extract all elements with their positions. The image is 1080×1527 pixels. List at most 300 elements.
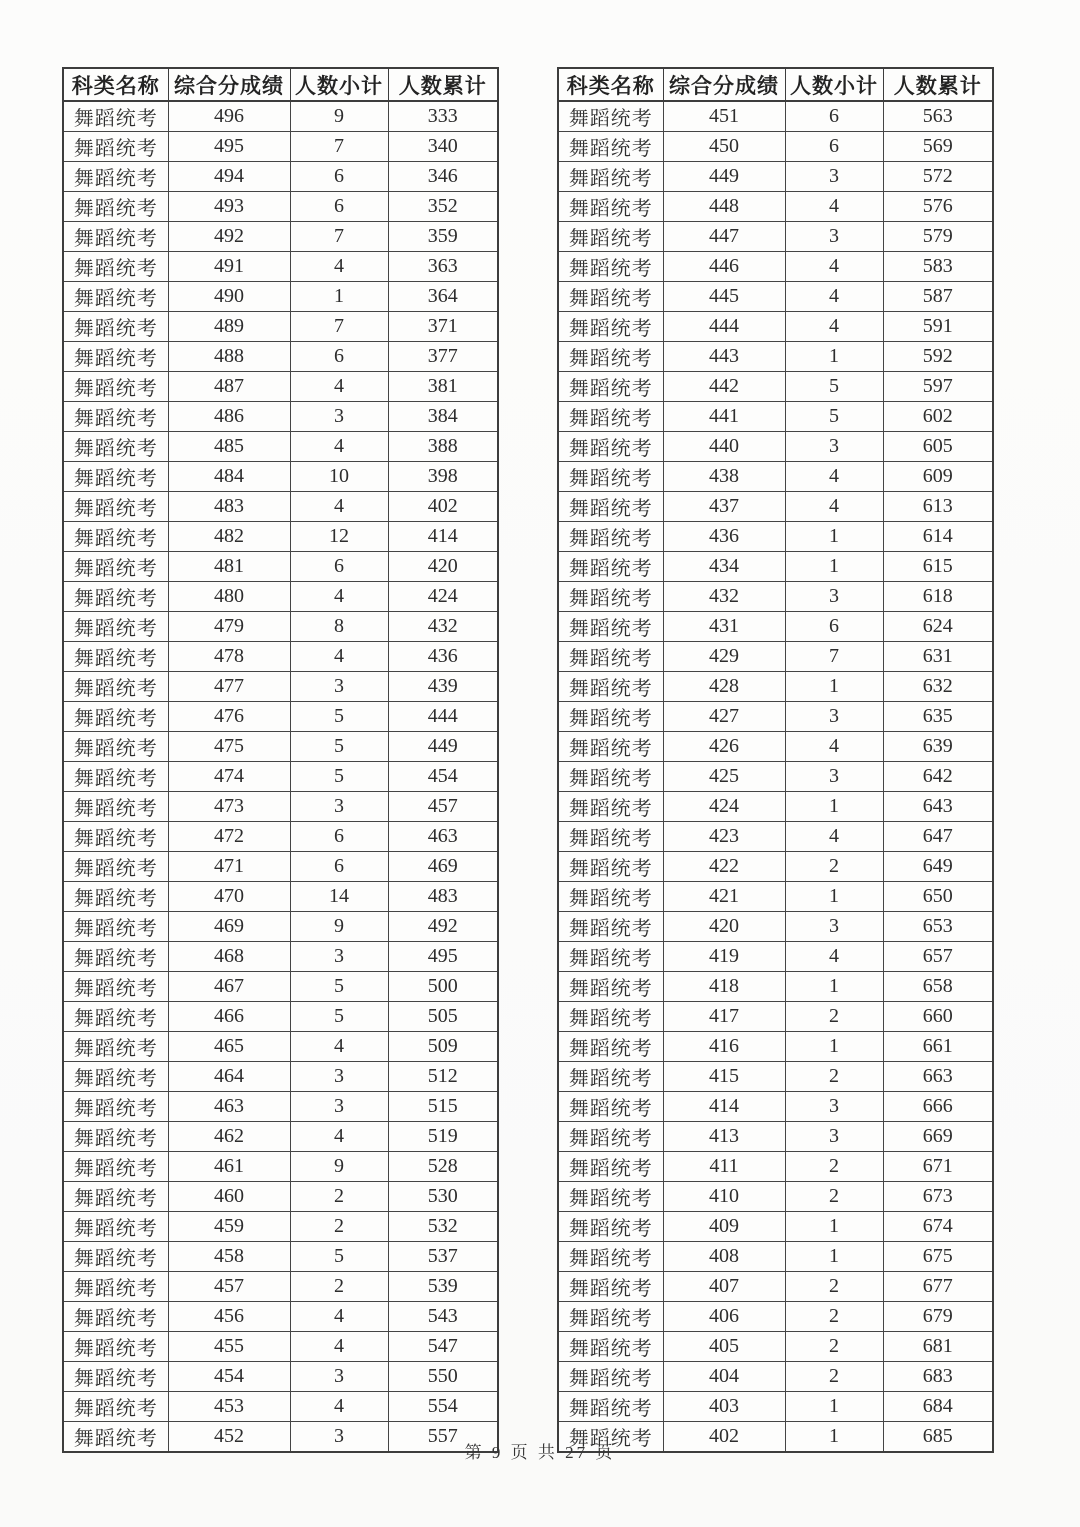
table-row (558, 252, 993, 282)
score-cell: 421 (663, 882, 785, 912)
cumulative-cell: 539 (388, 1272, 498, 1302)
subtotal-cell: 1 (785, 342, 883, 372)
category-cell: 舞蹈统考 (63, 732, 168, 762)
table-row (558, 552, 993, 582)
category-cell: 舞蹈统考 (63, 972, 168, 1002)
category-cell: 舞蹈统考 (558, 672, 663, 702)
score-cell: 408 (663, 1242, 785, 1272)
cumulative-cell: 602 (883, 402, 993, 432)
score-cell: 489 (168, 312, 290, 342)
score-cell: 452 (168, 1422, 290, 1453)
score-cell: 450 (663, 132, 785, 162)
table-row (63, 162, 498, 192)
score-cell: 485 (168, 432, 290, 462)
score-cell: 466 (168, 1002, 290, 1032)
score-table-right-container (557, 67, 992, 1453)
subtotal-cell: 3 (290, 1422, 388, 1453)
score-cell: 436 (663, 522, 785, 552)
table-row (558, 1212, 993, 1242)
subtotal-cell: 2 (785, 1182, 883, 1212)
table-row (63, 462, 498, 492)
subtotal-cell: 8 (290, 612, 388, 642)
category-cell: 舞蹈统考 (63, 1272, 168, 1302)
cumulative-cell: 557 (388, 1422, 498, 1453)
column-header-cumulative: 人数累计 (388, 68, 498, 101)
category-cell: 舞蹈统考 (558, 612, 663, 642)
cumulative-cell: 371 (388, 312, 498, 342)
subtotal-cell: 6 (290, 852, 388, 882)
table-row (63, 1272, 498, 1302)
table-row (63, 1062, 498, 1092)
category-cell: 舞蹈统考 (558, 282, 663, 312)
subtotal-cell: 4 (290, 1122, 388, 1152)
category-cell: 舞蹈统考 (63, 762, 168, 792)
subtotal-cell: 9 (290, 101, 388, 132)
table-row (558, 192, 993, 222)
score-cell: 443 (663, 342, 785, 372)
score-cell: 413 (663, 1122, 785, 1152)
category-cell: 舞蹈统考 (63, 1392, 168, 1422)
cumulative-cell: 543 (388, 1302, 498, 1332)
table-row (63, 132, 498, 162)
cumulative-cell: 673 (883, 1182, 993, 1212)
category-cell: 舞蹈统考 (558, 222, 663, 252)
cumulative-cell: 449 (388, 732, 498, 762)
score-cell: 434 (663, 552, 785, 582)
table-row (63, 552, 498, 582)
score-cell: 464 (168, 1062, 290, 1092)
score-cell: 462 (168, 1122, 290, 1152)
table-row (63, 192, 498, 222)
subtotal-cell: 3 (290, 402, 388, 432)
category-cell: 舞蹈统考 (63, 822, 168, 852)
subtotal-cell: 1 (785, 1422, 883, 1453)
table-row (63, 912, 498, 942)
column-header-score: 综合分成绩 (663, 68, 785, 101)
cumulative-cell: 684 (883, 1392, 993, 1422)
score-cell: 414 (663, 1092, 785, 1122)
table-row (63, 1002, 498, 1032)
category-cell: 舞蹈统考 (63, 252, 168, 282)
table-row (63, 672, 498, 702)
cumulative-cell: 505 (388, 1002, 498, 1032)
category-cell: 舞蹈统考 (558, 1182, 663, 1212)
score-cell: 449 (663, 162, 785, 192)
category-cell: 舞蹈统考 (63, 192, 168, 222)
cumulative-cell: 660 (883, 1002, 993, 1032)
cumulative-cell: 483 (388, 882, 498, 912)
cumulative-cell: 650 (883, 882, 993, 912)
score-cell: 460 (168, 1182, 290, 1212)
score-cell: 461 (168, 1152, 290, 1182)
category-cell: 舞蹈统考 (558, 132, 663, 162)
table-row (558, 942, 993, 972)
table-row (63, 1302, 498, 1332)
subtotal-cell: 4 (290, 582, 388, 612)
score-cell: 420 (663, 912, 785, 942)
category-cell: 舞蹈统考 (63, 132, 168, 162)
cumulative-cell: 681 (883, 1332, 993, 1362)
table-row (558, 462, 993, 492)
subtotal-cell: 7 (290, 222, 388, 252)
score-cell: 424 (663, 792, 785, 822)
category-cell: 舞蹈统考 (63, 522, 168, 552)
category-cell: 舞蹈统考 (558, 522, 663, 552)
cumulative-cell: 666 (883, 1092, 993, 1122)
cumulative-cell: 333 (388, 101, 498, 132)
cumulative-cell: 563 (883, 101, 993, 132)
score-cell: 480 (168, 582, 290, 612)
subtotal-cell: 2 (785, 852, 883, 882)
score-cell: 457 (168, 1272, 290, 1302)
table-row (558, 792, 993, 822)
table-row (558, 582, 993, 612)
cumulative-cell: 469 (388, 852, 498, 882)
score-cell: 490 (168, 282, 290, 312)
cumulative-cell: 583 (883, 252, 993, 282)
category-cell: 舞蹈统考 (558, 882, 663, 912)
cumulative-cell: 509 (388, 1032, 498, 1062)
category-cell: 舞蹈统考 (558, 1362, 663, 1392)
table-row (558, 822, 993, 852)
subtotal-cell: 2 (290, 1272, 388, 1302)
subtotal-cell: 7 (290, 132, 388, 162)
table-row (63, 942, 498, 972)
score-cell: 469 (168, 912, 290, 942)
category-cell: 舞蹈统考 (63, 642, 168, 672)
cumulative-cell: 492 (388, 912, 498, 942)
score-cell: 483 (168, 492, 290, 522)
cumulative-cell: 671 (883, 1152, 993, 1182)
cumulative-cell: 381 (388, 372, 498, 402)
score-cell: 481 (168, 552, 290, 582)
score-cell: 488 (168, 342, 290, 372)
table-row (558, 312, 993, 342)
score-cell: 493 (168, 192, 290, 222)
table-row (63, 642, 498, 672)
score-cell: 403 (663, 1392, 785, 1422)
table-row (558, 492, 993, 522)
cumulative-cell: 647 (883, 822, 993, 852)
table-row (558, 732, 993, 762)
category-cell: 舞蹈统考 (558, 1002, 663, 1032)
subtotal-cell: 4 (785, 492, 883, 522)
column-header-subtotal: 人数小计 (290, 68, 388, 101)
category-cell: 舞蹈统考 (558, 702, 663, 732)
subtotal-cell: 4 (290, 1302, 388, 1332)
category-cell: 舞蹈统考 (558, 1212, 663, 1242)
subtotal-cell: 3 (290, 1362, 388, 1392)
cumulative-cell: 500 (388, 972, 498, 1002)
category-cell: 舞蹈统考 (558, 1422, 663, 1453)
category-cell: 舞蹈统考 (558, 762, 663, 792)
cumulative-cell: 614 (883, 522, 993, 552)
cumulative-cell: 457 (388, 792, 498, 822)
cumulative-cell: 597 (883, 372, 993, 402)
category-cell: 舞蹈统考 (63, 1062, 168, 1092)
category-cell: 舞蹈统考 (558, 372, 663, 402)
table-row (558, 1272, 993, 1302)
cumulative-cell: 649 (883, 852, 993, 882)
table-row (558, 1242, 993, 1272)
score-cell: 459 (168, 1212, 290, 1242)
cumulative-cell: 632 (883, 672, 993, 702)
score-cell: 422 (663, 852, 785, 882)
category-cell: 舞蹈统考 (63, 792, 168, 822)
subtotal-cell: 1 (785, 792, 883, 822)
subtotal-cell: 3 (290, 1092, 388, 1122)
score-cell: 463 (168, 1092, 290, 1122)
category-cell: 舞蹈统考 (558, 192, 663, 222)
cumulative-cell: 609 (883, 462, 993, 492)
score-cell: 416 (663, 1032, 785, 1062)
subtotal-cell: 3 (785, 582, 883, 612)
cumulative-cell: 605 (883, 432, 993, 462)
table-row (558, 1032, 993, 1062)
subtotal-cell: 2 (785, 1152, 883, 1182)
score-cell: 475 (168, 732, 290, 762)
score-cell: 454 (168, 1362, 290, 1392)
subtotal-cell: 3 (290, 942, 388, 972)
table-row (63, 372, 498, 402)
table-row (558, 972, 993, 1002)
category-cell: 舞蹈统考 (558, 1242, 663, 1272)
table-row (63, 1362, 498, 1392)
cumulative-cell: 340 (388, 132, 498, 162)
subtotal-cell: 4 (785, 732, 883, 762)
subtotal-cell: 6 (290, 342, 388, 372)
category-cell: 舞蹈统考 (558, 492, 663, 522)
category-cell: 舞蹈统考 (63, 912, 168, 942)
category-cell: 舞蹈统考 (558, 1122, 663, 1152)
table-row (558, 912, 993, 942)
score-cell: 444 (663, 312, 785, 342)
page-indicator: 第 9 页 共 27 页 (464, 1443, 616, 1462)
table-row (63, 312, 498, 342)
score-cell: 417 (663, 1002, 785, 1032)
subtotal-cell: 12 (290, 522, 388, 552)
category-cell: 舞蹈统考 (558, 852, 663, 882)
category-cell: 舞蹈统考 (558, 432, 663, 462)
cumulative-cell: 643 (883, 792, 993, 822)
cumulative-cell: 592 (883, 342, 993, 372)
score-cell: 427 (663, 702, 785, 732)
column-header-cumulative: 人数累计 (883, 68, 993, 101)
subtotal-cell: 3 (785, 702, 883, 732)
subtotal-cell: 3 (785, 912, 883, 942)
score-cell: 428 (663, 672, 785, 702)
category-cell: 舞蹈统考 (63, 402, 168, 432)
category-cell: 舞蹈统考 (63, 1242, 168, 1272)
score-cell: 479 (168, 612, 290, 642)
score-cell: 486 (168, 402, 290, 432)
category-cell: 舞蹈统考 (63, 1362, 168, 1392)
score-cell: 415 (663, 1062, 785, 1092)
cumulative-cell: 554 (388, 1392, 498, 1422)
cumulative-cell: 615 (883, 552, 993, 582)
category-cell: 舞蹈统考 (558, 582, 663, 612)
table-row (63, 822, 498, 852)
subtotal-cell: 5 (290, 972, 388, 1002)
cumulative-cell: 669 (883, 1122, 993, 1152)
subtotal-cell: 9 (290, 1152, 388, 1182)
score-cell: 477 (168, 672, 290, 702)
column-header-category: 科类名称 (63, 68, 168, 101)
cumulative-cell: 550 (388, 1362, 498, 1392)
category-cell: 舞蹈统考 (558, 1062, 663, 1092)
subtotal-cell: 2 (290, 1212, 388, 1242)
subtotal-cell: 2 (785, 1002, 883, 1032)
subtotal-cell: 3 (290, 1062, 388, 1092)
cumulative-cell: 384 (388, 402, 498, 432)
subtotal-cell: 6 (785, 132, 883, 162)
subtotal-cell: 5 (290, 702, 388, 732)
cumulative-cell: 569 (883, 132, 993, 162)
cumulative-cell: 674 (883, 1212, 993, 1242)
cumulative-cell: 653 (883, 912, 993, 942)
subtotal-cell: 10 (290, 462, 388, 492)
subtotal-cell: 1 (785, 672, 883, 702)
table-row (558, 642, 993, 672)
category-cell: 舞蹈统考 (558, 972, 663, 1002)
subtotal-cell: 4 (785, 462, 883, 492)
table-row (63, 792, 498, 822)
category-cell: 舞蹈统考 (63, 552, 168, 582)
subtotal-cell: 6 (290, 552, 388, 582)
subtotal-cell: 5 (290, 1002, 388, 1032)
cumulative-cell: 432 (388, 612, 498, 642)
subtotal-cell: 4 (785, 252, 883, 282)
subtotal-cell: 14 (290, 882, 388, 912)
cumulative-cell: 519 (388, 1122, 498, 1152)
subtotal-cell: 4 (785, 282, 883, 312)
cumulative-cell: 675 (883, 1242, 993, 1272)
category-cell: 舞蹈统考 (63, 942, 168, 972)
category-cell: 舞蹈统考 (558, 462, 663, 492)
subtotal-cell: 6 (290, 162, 388, 192)
table-row (558, 1062, 993, 1092)
score-cell: 441 (663, 402, 785, 432)
category-cell: 舞蹈统考 (558, 101, 663, 132)
table-row (63, 1242, 498, 1272)
score-cell: 474 (168, 762, 290, 792)
score-cell: 405 (663, 1332, 785, 1362)
score-cell: 492 (168, 222, 290, 252)
cumulative-cell: 635 (883, 702, 993, 732)
cumulative-cell: 572 (883, 162, 993, 192)
cumulative-cell: 537 (388, 1242, 498, 1272)
category-cell: 舞蹈统考 (558, 552, 663, 582)
category-cell: 舞蹈统考 (558, 732, 663, 762)
score-cell: 438 (663, 462, 785, 492)
category-cell: 舞蹈统考 (63, 162, 168, 192)
subtotal-cell: 2 (785, 1362, 883, 1392)
category-cell: 舞蹈统考 (63, 612, 168, 642)
table-row (558, 162, 993, 192)
subtotal-cell: 1 (785, 1392, 883, 1422)
header-row (63, 68, 498, 101)
subtotal-cell: 4 (290, 1032, 388, 1062)
category-cell: 舞蹈统考 (63, 1212, 168, 1242)
category-cell: 舞蹈统考 (558, 942, 663, 972)
table-row (558, 432, 993, 462)
cumulative-cell: 398 (388, 462, 498, 492)
score-cell: 453 (168, 1392, 290, 1422)
column-header-category: 科类名称 (558, 68, 663, 101)
table-row (558, 522, 993, 552)
score-cell: 471 (168, 852, 290, 882)
category-cell: 舞蹈统考 (63, 492, 168, 522)
score-cell: 409 (663, 1212, 785, 1242)
score-cell: 476 (168, 702, 290, 732)
cumulative-cell: 377 (388, 342, 498, 372)
subtotal-cell: 3 (290, 672, 388, 702)
subtotal-cell: 3 (785, 162, 883, 192)
category-cell: 舞蹈统考 (63, 282, 168, 312)
cumulative-cell: 512 (388, 1062, 498, 1092)
table-row (63, 702, 498, 732)
category-cell: 舞蹈统考 (63, 1002, 168, 1032)
score-cell: 446 (663, 252, 785, 282)
subtotal-cell: 2 (785, 1272, 883, 1302)
table-row (558, 672, 993, 702)
score-cell: 455 (168, 1332, 290, 1362)
category-cell: 舞蹈统考 (558, 822, 663, 852)
cumulative-cell: 677 (883, 1272, 993, 1302)
score-cell: 406 (663, 1302, 785, 1332)
table-row (63, 1332, 498, 1362)
table-row (558, 612, 993, 642)
subtotal-cell: 1 (785, 882, 883, 912)
category-cell: 舞蹈统考 (63, 1182, 168, 1212)
cumulative-cell: 618 (883, 582, 993, 612)
subtotal-cell: 6 (290, 192, 388, 222)
table-row (63, 1152, 498, 1182)
table-row (558, 132, 993, 162)
score-cell: 456 (168, 1302, 290, 1332)
subtotal-cell: 3 (785, 1122, 883, 1152)
score-table-left-container (62, 67, 497, 1453)
table-row (63, 282, 498, 312)
score-cell: 440 (663, 432, 785, 462)
cumulative-cell: 547 (388, 1332, 498, 1362)
cumulative-cell: 679 (883, 1302, 993, 1332)
score-table-right (557, 67, 994, 1453)
table-row (558, 1182, 993, 1212)
category-cell: 舞蹈统考 (558, 1302, 663, 1332)
table-row (558, 342, 993, 372)
cumulative-cell: 420 (388, 552, 498, 582)
table-row (63, 852, 498, 882)
score-cell: 407 (663, 1272, 785, 1302)
category-cell: 舞蹈统考 (63, 1122, 168, 1152)
subtotal-cell: 1 (785, 522, 883, 552)
score-cell: 451 (663, 101, 785, 132)
table-row (558, 282, 993, 312)
cumulative-cell: 624 (883, 612, 993, 642)
subtotal-cell: 4 (290, 1392, 388, 1422)
subtotal-cell: 9 (290, 912, 388, 942)
category-cell: 舞蹈统考 (63, 1032, 168, 1062)
category-cell: 舞蹈统考 (63, 312, 168, 342)
category-cell: 舞蹈统考 (558, 792, 663, 822)
category-cell: 舞蹈统考 (63, 101, 168, 132)
cumulative-cell: 439 (388, 672, 498, 702)
table-row (558, 762, 993, 792)
cumulative-cell: 352 (388, 192, 498, 222)
category-cell: 舞蹈统考 (63, 672, 168, 702)
subtotal-cell: 5 (290, 1242, 388, 1272)
